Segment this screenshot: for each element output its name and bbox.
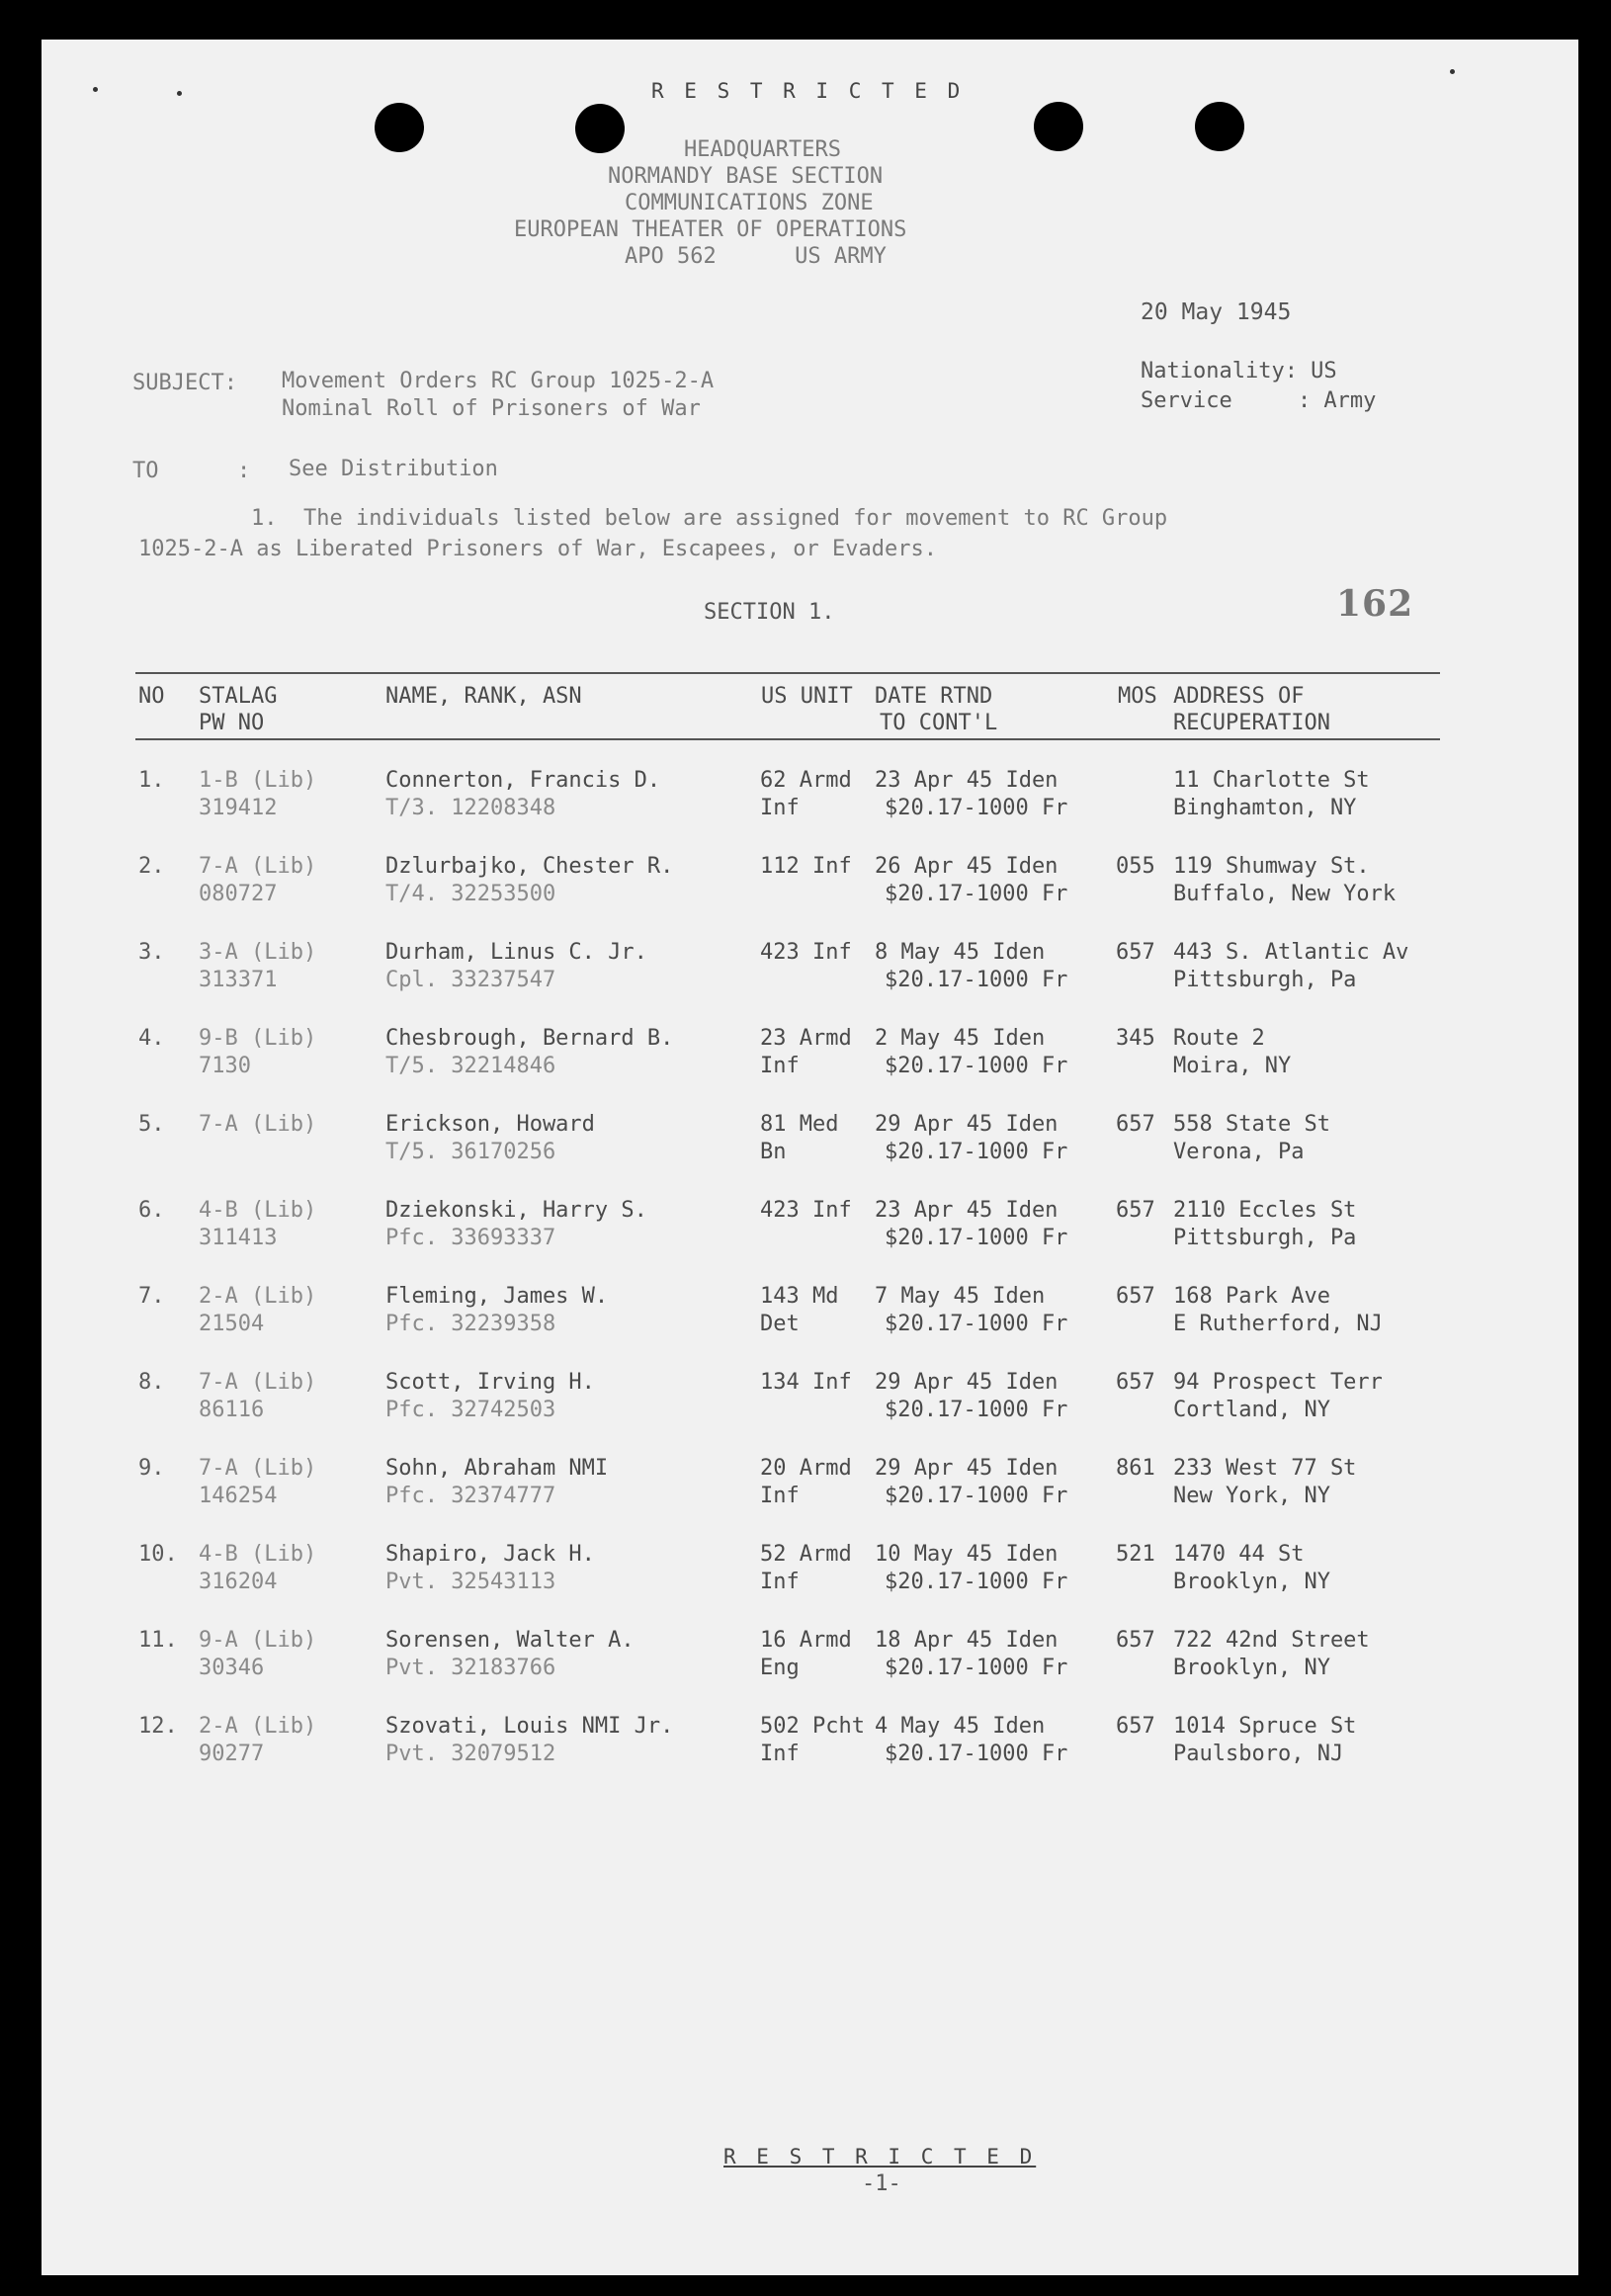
stalag-camp: 9-A (Lib) xyxy=(199,1628,317,1653)
address-city: Buffalo, New York xyxy=(1173,882,1397,906)
address-street: Route 2 xyxy=(1173,1026,1265,1051)
us-unit: 52 Armd xyxy=(760,1542,852,1567)
soldier-name: Shapiro, Jack H. xyxy=(385,1542,595,1567)
pw-number: 86116 xyxy=(199,1398,265,1422)
soldier-name: Connerton, Francis D. xyxy=(385,768,661,793)
classification-top: R E S T R I C T E D xyxy=(651,79,965,103)
payment: $20.17-1000 Fr xyxy=(885,968,1068,992)
address-street: 1470 44 St xyxy=(1173,1542,1305,1567)
pw-number: 313371 xyxy=(199,968,278,992)
soldier-name: Dziekonski, Harry S. xyxy=(385,1198,647,1223)
soldier-name: Dzlurbajko, Chester R. xyxy=(385,854,674,879)
stalag-camp: 2-A (Lib) xyxy=(199,1714,317,1739)
stamp-number: 162 xyxy=(1336,583,1414,625)
speck xyxy=(177,91,182,96)
stalag-camp: 4-B (Lib) xyxy=(199,1198,317,1223)
address-city: Brooklyn, NY xyxy=(1173,1656,1330,1680)
address-city: Brooklyn, NY xyxy=(1173,1570,1330,1594)
row-number: 9. xyxy=(138,1456,165,1481)
table-header-rule xyxy=(135,738,1440,740)
document-page xyxy=(42,40,1578,2275)
payment: $20.17-1000 Fr xyxy=(885,1226,1068,1250)
service: Service : Army xyxy=(1141,388,1377,413)
row-number: 8. xyxy=(138,1370,165,1395)
us-unit: 23 Armd xyxy=(760,1026,852,1051)
return-date: 29 Apr 45 Iden xyxy=(875,1370,1059,1395)
mos-code: 521 xyxy=(1116,1542,1155,1567)
pw-number: 21504 xyxy=(199,1312,265,1336)
subject-label: SUBJECT: xyxy=(132,371,237,395)
address-street: 233 West 77 St xyxy=(1173,1456,1357,1481)
us-unit: 20 Armd xyxy=(760,1456,852,1481)
speck xyxy=(1450,69,1455,74)
rank-asn: Pfc. 33693337 xyxy=(385,1226,556,1250)
return-date: 18 Apr 45 Iden xyxy=(875,1628,1059,1653)
payment: $20.17-1000 Fr xyxy=(885,1484,1068,1508)
us-unit-type: Inf xyxy=(760,1054,800,1078)
address-street: 119 Shumway St. xyxy=(1173,854,1370,879)
payment: $20.17-1000 Fr xyxy=(885,1742,1068,1766)
return-date: 23 Apr 45 Iden xyxy=(875,768,1059,793)
pw-number: 146254 xyxy=(199,1484,278,1508)
stalag-camp: 1-B (Lib) xyxy=(199,768,317,793)
address-street: 11 Charlotte St xyxy=(1173,768,1370,793)
column-header-address: ADDRESS OF xyxy=(1173,684,1305,709)
us-unit-type: Det xyxy=(760,1312,800,1336)
rank-asn: Pvt. 32079512 xyxy=(385,1742,556,1766)
stalag-camp: 7-A (Lib) xyxy=(199,1112,317,1137)
pw-number: 7130 xyxy=(199,1054,251,1078)
us-unit: 62 Armd xyxy=(760,768,852,793)
column-header-stalag: PW NO xyxy=(199,711,265,735)
address-street: 1014 Spruce St xyxy=(1173,1714,1357,1739)
rank-asn: Cpl. 33237547 xyxy=(385,968,556,992)
return-date: 8 May 45 Iden xyxy=(875,940,1046,965)
column-header-mos: MOS xyxy=(1118,684,1157,709)
column-header-date: TO CONT'L xyxy=(880,711,998,735)
stalag-camp: 3-A (Lib) xyxy=(199,940,317,965)
stalag-camp: 7-A (Lib) xyxy=(199,854,317,879)
column-header-stalag: STALAG xyxy=(199,684,278,709)
us-unit: 423 Inf xyxy=(760,1198,852,1223)
address-city: Cortland, NY xyxy=(1173,1398,1330,1422)
document-date: 20 May 1945 xyxy=(1141,299,1292,325)
address-street: 443 S. Atlantic Av xyxy=(1173,940,1409,965)
us-unit: 134 Inf xyxy=(760,1370,852,1395)
address-city: New York, NY xyxy=(1173,1484,1330,1508)
us-unit: 81 Med xyxy=(760,1112,839,1137)
rank-asn: Pvt. 32543113 xyxy=(385,1570,556,1594)
rank-asn: Pfc. 32239358 xyxy=(385,1312,556,1336)
address-street: 94 Prospect Terr xyxy=(1173,1370,1383,1395)
address-street: 168 Park Ave xyxy=(1173,1284,1330,1309)
letterhead-line: COMMUNICATIONS ZONE xyxy=(625,191,874,215)
address-city: Pittsburgh, Pa xyxy=(1173,968,1357,992)
mos-code: 657 xyxy=(1116,1112,1155,1137)
row-number: 12. xyxy=(138,1714,178,1739)
soldier-name: Scott, Irving H. xyxy=(385,1370,595,1395)
pw-number: 311413 xyxy=(199,1226,278,1250)
to-value: See Distribution xyxy=(289,457,498,481)
nationality: Nationality: US xyxy=(1141,359,1337,383)
mos-code: 657 xyxy=(1116,1714,1155,1739)
table-top-rule xyxy=(135,672,1440,674)
row-number: 4. xyxy=(138,1026,165,1051)
punch-hole xyxy=(1195,102,1244,151)
soldier-name: Sorensen, Walter A. xyxy=(385,1628,635,1653)
row-number: 5. xyxy=(138,1112,165,1137)
address-street: 558 State St xyxy=(1173,1112,1330,1137)
address-city: Moira, NY xyxy=(1173,1054,1292,1078)
punch-hole xyxy=(1034,102,1083,151)
us-unit-type: Inf xyxy=(760,1570,800,1594)
page-number: -1- xyxy=(862,2171,901,2196)
punch-hole xyxy=(575,104,625,153)
paragraph-line: 1. The individuals listed below are assigned for movement to RC Group xyxy=(251,506,1168,531)
column-header-unit: US UNIT xyxy=(761,684,853,709)
payment: $20.17-1000 Fr xyxy=(885,1054,1068,1078)
return-date: 29 Apr 45 Iden xyxy=(875,1456,1059,1481)
paragraph-line: 1025-2-A as Liberated Prisoners of War, Escapees, or Evaders. xyxy=(138,537,937,561)
row-number: 2. xyxy=(138,854,165,879)
mos-code: 657 xyxy=(1116,940,1155,965)
address-city: E Rutherford, NJ xyxy=(1173,1312,1383,1336)
us-unit: 112 Inf xyxy=(760,854,852,879)
soldier-name: Sohn, Abraham NMI xyxy=(385,1456,609,1481)
row-number: 11. xyxy=(138,1628,178,1653)
letterhead-line: NORMANDY BASE SECTION xyxy=(608,164,884,189)
mos-code: 861 xyxy=(1116,1456,1155,1481)
payment: $20.17-1000 Fr xyxy=(885,1140,1068,1164)
payment: $20.17-1000 Fr xyxy=(885,796,1068,820)
column-header-name: NAME, RANK, ASN xyxy=(385,684,582,709)
rank-asn: T/4. 32253500 xyxy=(385,882,556,906)
subject-line: Movement Orders RC Group 1025-2-A xyxy=(282,369,715,393)
speck xyxy=(93,87,98,92)
us-unit-type: Inf xyxy=(760,1742,800,1766)
rank-asn: Pfc. 32374777 xyxy=(385,1484,556,1508)
section-heading: SECTION 1. xyxy=(704,600,835,625)
letterhead-line: EUROPEAN THEATER OF OPERATIONS xyxy=(514,217,907,242)
us-unit: 423 Inf xyxy=(760,940,852,965)
address-city: Verona, Pa xyxy=(1173,1140,1305,1164)
payment: $20.17-1000 Fr xyxy=(885,1312,1068,1336)
soldier-name: Durham, Linus C. Jr. xyxy=(385,940,647,965)
us-unit: 16 Armd xyxy=(760,1628,852,1653)
stalag-camp: 4-B (Lib) xyxy=(199,1542,317,1567)
address-street: 722 42nd Street xyxy=(1173,1628,1370,1653)
return-date: 23 Apr 45 Iden xyxy=(875,1198,1059,1223)
stalag-camp: 9-B (Lib) xyxy=(199,1026,317,1051)
pw-number: 30346 xyxy=(199,1656,265,1680)
letterhead-line: APO 562 US ARMY xyxy=(625,244,887,269)
stalag-camp: 7-A (Lib) xyxy=(199,1456,317,1481)
return-date: 4 May 45 Iden xyxy=(875,1714,1046,1739)
payment: $20.17-1000 Fr xyxy=(885,1398,1068,1422)
us-unit-type: Inf xyxy=(760,796,800,820)
pw-number: 90277 xyxy=(199,1742,265,1766)
classification-bottom: R E S T R I C T E D xyxy=(723,2145,1037,2168)
mos-code: 657 xyxy=(1116,1198,1155,1223)
us-unit-type: Eng xyxy=(760,1656,800,1680)
punch-hole xyxy=(375,103,424,152)
soldier-name: Fleming, James W. xyxy=(385,1284,609,1309)
soldier-name: Chesbrough, Bernard B. xyxy=(385,1026,674,1051)
letterhead-line: HEADQUARTERS xyxy=(684,137,841,162)
pw-number: 319412 xyxy=(199,796,278,820)
stalag-camp: 2-A (Lib) xyxy=(199,1284,317,1309)
return-date: 7 May 45 Iden xyxy=(875,1284,1046,1309)
return-date: 26 Apr 45 Iden xyxy=(875,854,1059,879)
row-number: 7. xyxy=(138,1284,165,1309)
mos-code: 657 xyxy=(1116,1370,1155,1395)
address-street: 2110 Eccles St xyxy=(1173,1198,1357,1223)
subject-line: Nominal Roll of Prisoners of War xyxy=(282,396,701,421)
soldier-name: Erickson, Howard xyxy=(385,1112,595,1137)
payment: $20.17-1000 Fr xyxy=(885,1570,1068,1594)
us-unit-type: Inf xyxy=(760,1484,800,1508)
to-label: TO : xyxy=(132,459,251,483)
address-city: Pittsburgh, Pa xyxy=(1173,1226,1357,1250)
column-header-address: RECUPERATION xyxy=(1173,711,1330,735)
pw-number: 080727 xyxy=(199,882,278,906)
rank-asn: Pvt. 32183766 xyxy=(385,1656,556,1680)
row-number: 6. xyxy=(138,1198,165,1223)
return-date: 29 Apr 45 Iden xyxy=(875,1112,1059,1137)
stalag-camp: 7-A (Lib) xyxy=(199,1370,317,1395)
us-unit: 143 Md xyxy=(760,1284,839,1309)
us-unit-type: Bn xyxy=(760,1140,787,1164)
mos-code: 345 xyxy=(1116,1026,1155,1051)
row-number: 10. xyxy=(138,1542,178,1567)
us-unit: 502 Pcht xyxy=(760,1714,865,1739)
mos-code: 657 xyxy=(1116,1284,1155,1309)
return-date: 10 May 45 Iden xyxy=(875,1542,1059,1567)
column-header-no: NO xyxy=(138,684,165,709)
rank-asn: T/5. 32214846 xyxy=(385,1054,556,1078)
rank-asn: Pfc. 32742503 xyxy=(385,1398,556,1422)
payment: $20.17-1000 Fr xyxy=(885,1656,1068,1680)
address-city: Paulsboro, NJ xyxy=(1173,1742,1344,1766)
column-header-date: DATE RTND xyxy=(875,684,993,709)
payment: $20.17-1000 Fr xyxy=(885,882,1068,906)
soldier-name: Szovati, Louis NMI Jr. xyxy=(385,1714,674,1739)
address-city: Binghamton, NY xyxy=(1173,796,1357,820)
mos-code: 055 xyxy=(1116,854,1155,879)
rank-asn: T/5. 36170256 xyxy=(385,1140,556,1164)
return-date: 2 May 45 Iden xyxy=(875,1026,1046,1051)
row-number: 1. xyxy=(138,768,165,793)
row-number: 3. xyxy=(138,940,165,965)
pw-number: 316204 xyxy=(199,1570,278,1594)
rank-asn: T/3. 12208348 xyxy=(385,796,556,820)
mos-code: 657 xyxy=(1116,1628,1155,1653)
